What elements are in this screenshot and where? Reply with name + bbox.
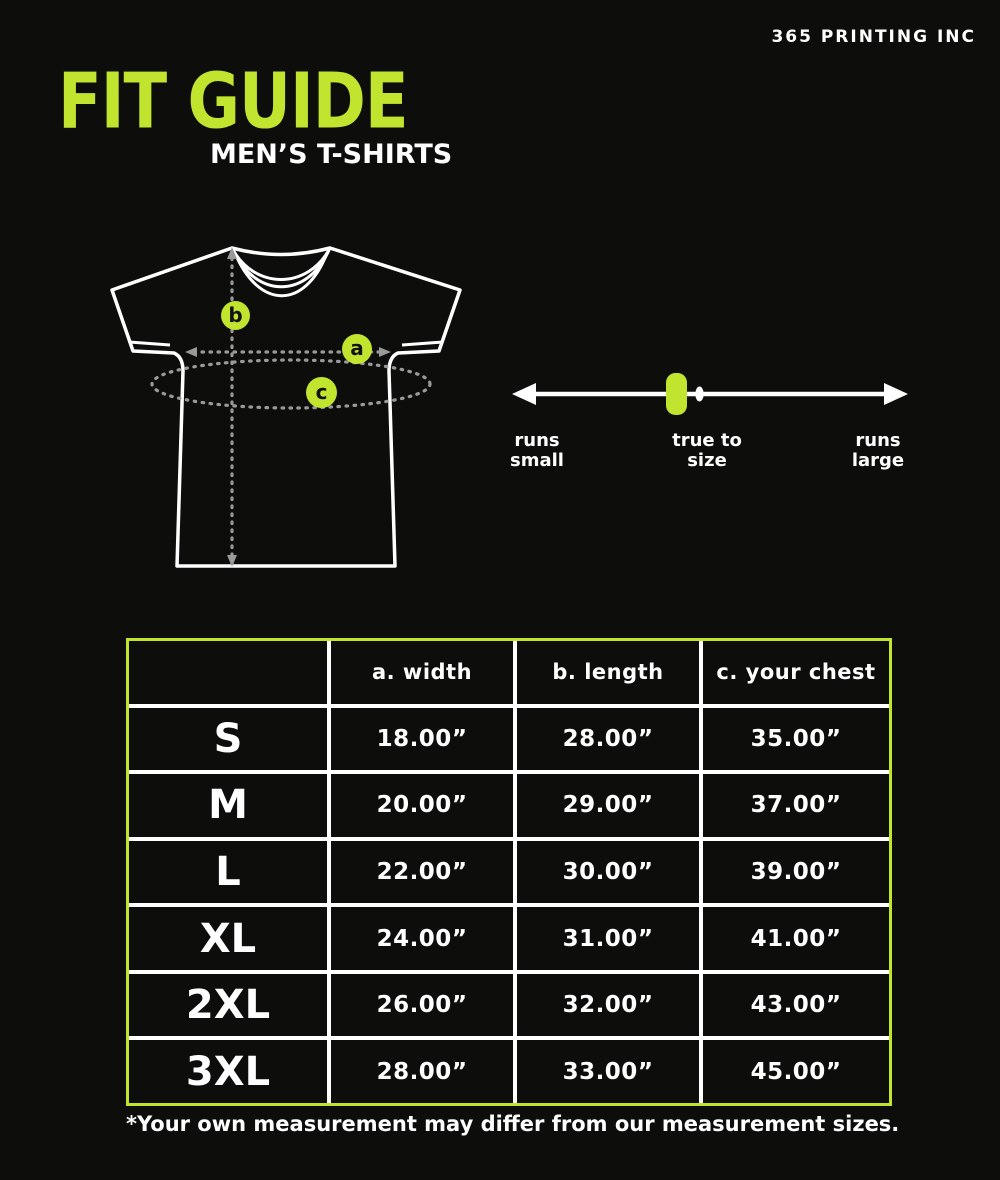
row-3xl-chest: 45.00”	[703, 1040, 889, 1103]
fit-scale-label-true-to-size	[647, 431, 767, 471]
column-header-width: a. width	[331, 641, 513, 704]
row-s-chest: 35.00”	[703, 708, 889, 771]
row-m-width: 20.00”	[331, 774, 513, 837]
brand-text: 365 PRINTING INC	[771, 27, 976, 47]
column-header-length: b. length	[517, 641, 699, 704]
marker-a-label: a	[350, 336, 364, 360]
row-xl-chest: 41.00”	[703, 907, 889, 970]
fit-scale-arrow-right	[884, 383, 908, 405]
row-2xl-size: 2XL	[129, 974, 327, 1037]
width-arrow-right	[379, 347, 391, 357]
row-m-size: M	[129, 774, 327, 837]
runs-small-line2: small	[510, 450, 564, 471]
row-m-chest: 37.00”	[703, 774, 889, 837]
row-l-width: 22.00”	[331, 841, 513, 904]
row-2xl-width: 26.00”	[331, 974, 513, 1037]
row-l-length: 30.00”	[517, 841, 699, 904]
marker-b-label: b	[228, 302, 243, 327]
runs-large-line1: runs	[855, 430, 901, 451]
measure-marker-c	[306, 377, 337, 408]
row-s-size: S	[129, 708, 327, 771]
width-arrow-left	[185, 347, 197, 357]
row-3xl-length: 33.00”	[517, 1040, 699, 1103]
true-to-size-line1: true to	[672, 430, 742, 451]
measure-marker-b	[221, 301, 250, 330]
measure-marker-a	[342, 334, 372, 364]
runs-large-line2: large	[851, 450, 905, 471]
row-3xl-width: 28.00”	[331, 1040, 513, 1103]
measurement-disclaimer: *Your own measurement may differ from our measurement sizes.	[126, 1112, 900, 1136]
column-header-chest: c. your chest	[703, 641, 889, 704]
row-l-size: L	[129, 841, 327, 904]
row-xl-size: XL	[129, 907, 327, 970]
fit-scale-arrow-left	[512, 383, 536, 405]
marker-c-label: c	[315, 379, 328, 404]
row-xl-width: 24.00”	[331, 907, 513, 970]
row-3xl-size: 3XL	[129, 1040, 327, 1103]
fit-scale-indicator	[666, 373, 687, 415]
row-m-length: 29.00”	[517, 774, 699, 837]
row-s-length: 28.00”	[517, 708, 699, 771]
page-title: FIT GUIDE	[58, 58, 408, 147]
row-2xl-length: 32.00”	[517, 974, 699, 1037]
runs-small-line1: runs	[514, 430, 560, 451]
row-xl-length: 31.00”	[517, 907, 699, 970]
fit-scale-center-dot	[695, 387, 703, 402]
size-chart-table	[126, 638, 892, 1106]
row-s-width: 18.00”	[331, 708, 513, 771]
true-to-size-line2: size	[687, 450, 727, 471]
fit-scale-label-runs-small	[487, 431, 587, 471]
fit-scale-label-runs-large	[828, 431, 928, 471]
left-cuff-line	[129, 342, 170, 345]
row-l-chest: 39.00”	[703, 841, 889, 904]
column-header-empty	[129, 641, 327, 704]
right-cuff-line	[402, 342, 443, 345]
page-subtitle: MEN’S T-SHIRTS	[210, 139, 453, 170]
row-2xl-chest: 43.00”	[703, 974, 889, 1037]
